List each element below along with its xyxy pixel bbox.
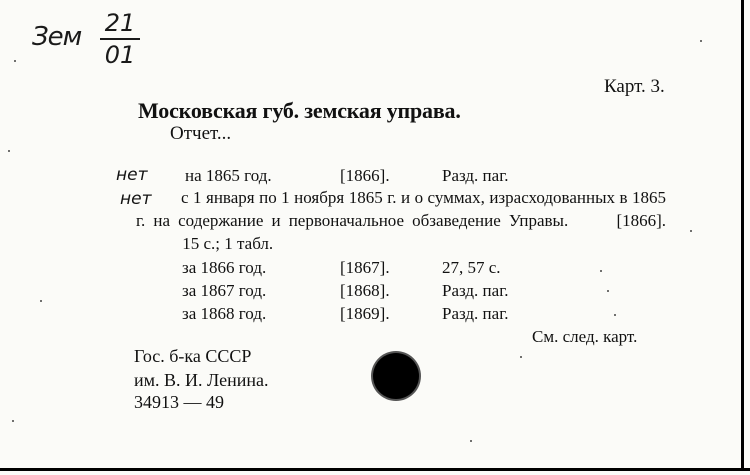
speck: [12, 420, 14, 422]
punch-hole: [373, 353, 419, 399]
entry-bracket: [1867].: [340, 258, 390, 277]
entry-paragraph-text: с 1 января по 1 ноября 1865 г. и о суммах, израсходованных в 1865 г. на содержание и первоначальное обзаведение Управы.: [136, 188, 666, 230]
fraction-bar: [100, 38, 140, 40]
speck: [600, 270, 602, 272]
entry-paragraph: [136, 186, 666, 255]
entry-note: Разд. паг.: [442, 304, 509, 323]
library-stamp-line3: 34913 — 49: [134, 392, 224, 412]
card-number: Карт. 3.: [604, 76, 665, 97]
entry-year: за 1868 год.: [182, 304, 267, 323]
handwritten-mark-row1: нет: [116, 165, 148, 185]
library-stamp-line1: Гос. б-ка СССР: [134, 346, 252, 366]
entry-year: за 1867 год.: [182, 281, 267, 300]
entry-bracket: [1866].: [616, 211, 667, 230]
card-edge-right: [741, 0, 744, 470]
entry-note: 27, 57 с.: [442, 258, 501, 277]
handwritten-fraction: [98, 10, 142, 68]
card-subtitle: Отчет...: [170, 123, 232, 144]
speck: [470, 440, 472, 442]
entry-note: Разд. паг.: [442, 166, 509, 185]
handwritten-code: Зем: [32, 22, 82, 52]
speck: [700, 40, 702, 42]
entry-bracket: [1866].: [340, 166, 390, 185]
speck: [607, 290, 609, 292]
handwritten-mark-row2: нет: [120, 189, 152, 209]
entry-bracket: [1868].: [340, 281, 390, 300]
speck: [40, 300, 42, 302]
entry-year: на 1865 год.: [185, 166, 272, 185]
continued-note: См. след. карт.: [532, 327, 638, 346]
entry-note: 15 с.; 1 табл.: [182, 234, 274, 253]
entry-year: за 1866 год.: [182, 258, 267, 277]
entry-note: Разд. паг.: [442, 281, 509, 300]
speck: [8, 150, 10, 152]
card-edge-bottom: [0, 468, 750, 471]
speck: [690, 230, 692, 232]
fraction-denominator: 01: [104, 41, 136, 69]
fraction-numerator: 21: [104, 9, 136, 37]
entry-bracket: [1869].: [340, 304, 390, 323]
card-title: Московская губ. земская управа.: [138, 98, 461, 123]
speck: [14, 60, 16, 62]
speck: [614, 314, 616, 316]
speck: [520, 356, 522, 358]
library-stamp-line2: им. В. И. Ленина.: [134, 370, 269, 390]
